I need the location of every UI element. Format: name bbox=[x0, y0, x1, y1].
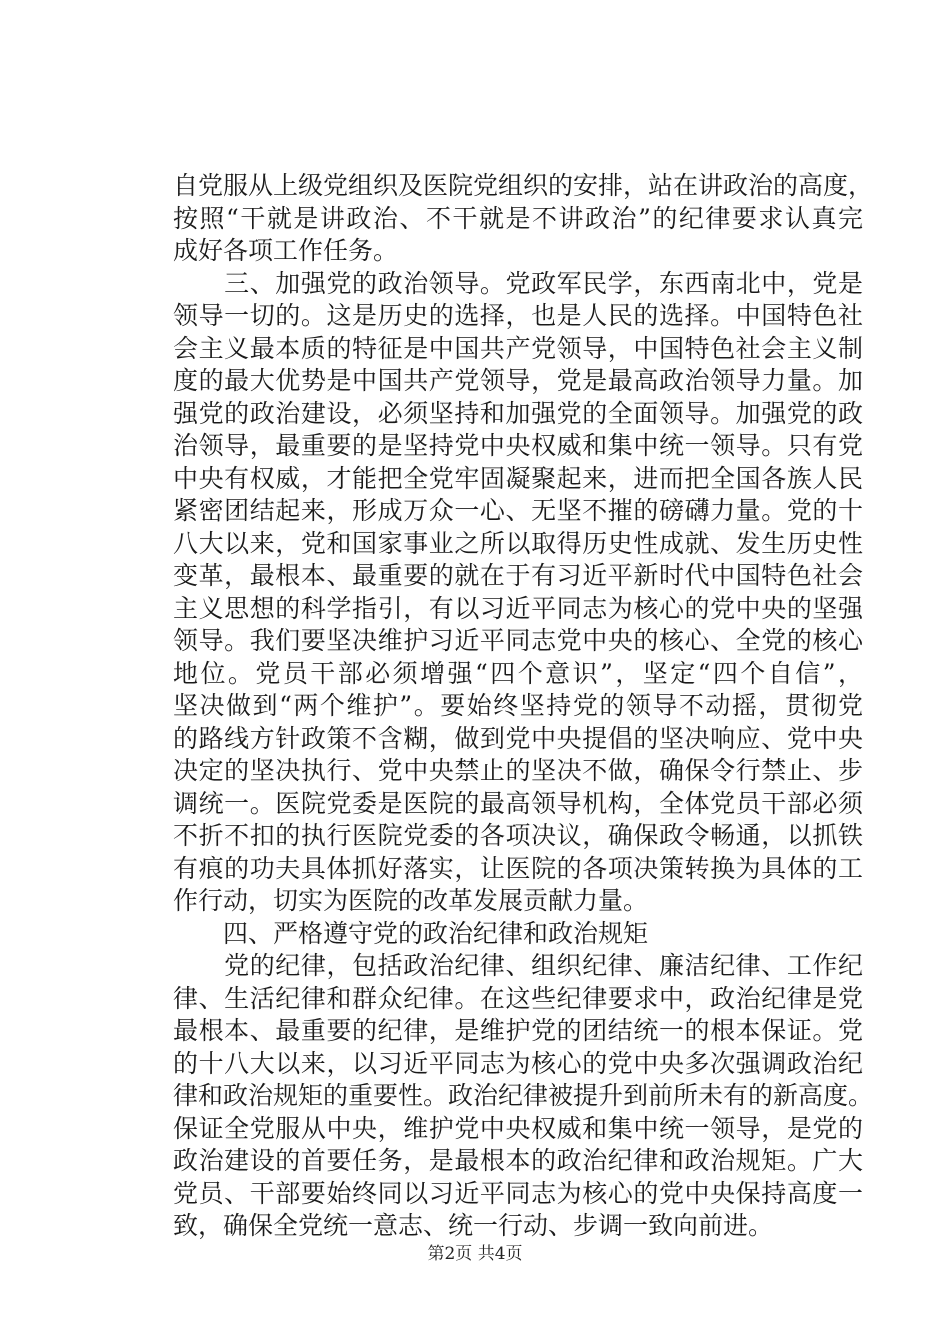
text-line: 中央有权威，才能把全党牢固凝聚起来，进而把全国各族人民 bbox=[173, 463, 863, 493]
text-line: 有痕的功夫具体抓好落实，让医院的各项决策转换为具体的工 bbox=[173, 853, 863, 883]
text-line: 保证全党服从中央，维护党中央权威和集中统一领导，是党的 bbox=[173, 1113, 863, 1143]
page-footer: 第2页 共4页 bbox=[427, 1244, 523, 1264]
text-line: 决定的坚决执行、党中央禁止的坚决不做，确保令行禁止、步 bbox=[173, 756, 863, 785]
text-line: 领导一切的。这是历史的选择，也是人民的选择。中国特色社 bbox=[173, 301, 863, 330]
text-line: 八大以来，党和国家事业之所以取得历史性成就、发生历史性 bbox=[173, 528, 863, 558]
text-line: 主义思想的科学指引，有以习近平同志为核心的党中央的坚强 bbox=[173, 593, 863, 623]
text-line: 度的最大优势是中国共产党领导，党是最高政治领导力量。加 bbox=[173, 366, 863, 395]
text-line: 自党服从上级党组织及医院党组织的安排，站在讲政治的高度， bbox=[173, 171, 874, 200]
text-line: 领导。我们要坚决维护习近平同志党中央的核心、全党的核心 bbox=[173, 626, 863, 655]
text-line: 按照“干就是讲政治、不干就是不讲政治”的纪律要求认真完 bbox=[173, 203, 863, 233]
text-line: 的路线方针政策不含糊，做到党中央提倡的坚决响应、党中央 bbox=[173, 723, 863, 753]
text-line: 调统一。医院党委是医院的最高领导机构，全体党员干部必须 bbox=[173, 788, 863, 818]
text-line: 治领导，最重要的是坚持党中央权威和集中统一领导。只有党 bbox=[173, 431, 863, 460]
text-line: 律、生活纪律和群众纪律。在这些纪律要求中，政治纪律是党 bbox=[173, 983, 863, 1013]
text-line: 党的纪律，包括政治纪律、组织纪律、廉洁纪律、工作纪 bbox=[173, 951, 863, 980]
document-body bbox=[173, 170, 874, 1243]
text-line: 坚决做到“两个维护”。要始终坚持党的领导不动摇，贯彻党 bbox=[173, 691, 863, 720]
text-line: 最根本、最重要的纪律，是维护党的团结统一的根本保证。党 bbox=[173, 1016, 863, 1045]
text-line: 四、严格遵守党的政治纪律和政治规矩 bbox=[173, 918, 649, 948]
text-line: 变革，最根本、最重要的就在于有习近平新时代中国特色社会 bbox=[173, 561, 863, 590]
text-line: 地位。党员干部必须增强“四个意识”，坚定“四个自信”， bbox=[173, 658, 863, 688]
text-line: 政治建设的首要任务，是最根本的政治纪律和政治规矩。广大 bbox=[173, 1146, 863, 1175]
text-line: 律和政治规矩的重要性。政治纪律被提升到前所未有的新高度。 bbox=[173, 1081, 874, 1110]
text-line: 党员、干部要始终同以习近平同志为核心的党中央保持高度一 bbox=[173, 1178, 863, 1208]
text-line: 会主义最本质的特征是中国共产党领导，中国特色社会主义制 bbox=[173, 333, 863, 363]
text-line: 不折不扣的执行医院党委的各项决议，确保政令畅通，以抓铁 bbox=[173, 821, 863, 850]
text-line: 紧密团结起来，形成万众一心、无坚不摧的磅礴力量。党的十 bbox=[173, 496, 863, 525]
text-line: 的十八大以来，以习近平同志为核心的党中央多次强调政治纪 bbox=[173, 1048, 863, 1078]
text-line: 成好各项工作任务。 bbox=[173, 236, 399, 265]
text-line: 作行动，切实为医院的改革发展贡献力量。 bbox=[173, 886, 649, 915]
text-line: 三、加强党的政治领导。党政军民学，东西南北中，党是 bbox=[173, 268, 863, 298]
text-line: 强党的政治建设，必须坚持和加强党的全面领导。加强党的政 bbox=[173, 398, 863, 428]
text-line: 致，确保全党统一意志、统一行动、步调一致向前进。 bbox=[173, 1211, 774, 1240]
